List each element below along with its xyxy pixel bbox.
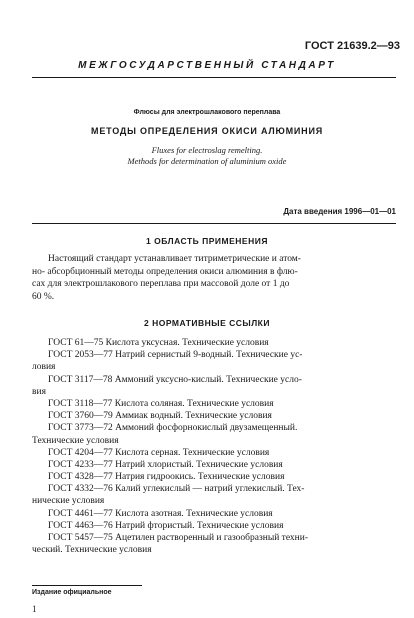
- page-number: 1: [32, 604, 37, 614]
- reference-item: ГОСТ 3760—79 Аммиак водный. Технические условия: [48, 411, 272, 422]
- reference-item: ГОСТ 4233—77 Натрий хлористый. Технические условия: [48, 459, 283, 470]
- date-rule: [32, 223, 396, 224]
- paragraph-line: Настоящий стандарт устанавливает титриметрические и атом-: [48, 254, 301, 264]
- reference-continuation: вия: [32, 386, 46, 397]
- paragraph-line: но- абсорбционный методы определения окиси алюминия в флю-: [32, 266, 298, 277]
- introduction-date: Дата введения 1996—01—01: [283, 207, 396, 216]
- reference-continuation: ческий. Технические условия: [32, 545, 152, 556]
- reference-item: ГОСТ 4204—77 Кислота серная. Технические условия: [48, 447, 270, 458]
- normative-references-list: [32, 337, 398, 556]
- section-2-heading: 2 НОРМАТИВНЫЕ ССЫЛКИ: [144, 318, 270, 328]
- paragraph-line: 60 %.: [32, 291, 55, 302]
- reference-item: ГОСТ 4461—77 Кислота азотная. Технические условия: [48, 508, 273, 519]
- reference-item: ГОСТ 4463—76 Натрий фтористый. Технические условия: [48, 520, 284, 531]
- document-subtitle: Флюсы для электрошлакового переплава: [133, 109, 281, 116]
- section-1-heading: 1 ОБЛАСТЬ ПРИМЕНЕНИЯ: [146, 236, 268, 246]
- reference-continuation: Технические условия: [32, 435, 119, 446]
- english-title-line-1: Fluxes for electroslag remelting.: [151, 145, 263, 155]
- edition-note: Издание официальное: [32, 589, 112, 596]
- footnote-rule: [32, 585, 142, 586]
- reference-item: ГОСТ 3117—78 Аммоний уксусно-кислый. Технические усло-: [48, 374, 302, 385]
- gost-code: ГОСТ 21639.2—93: [304, 40, 400, 52]
- section-1-paragraph: [32, 253, 398, 303]
- reference-item: ГОСТ 3773—72 Аммоний фосфорнокислый двузамещенный.: [48, 423, 298, 434]
- english-title-line-2: Methods for determination of aluminium oxide: [127, 156, 287, 166]
- reference-continuation: нические условия: [32, 496, 105, 507]
- document-title: МЕТОДЫ ОПРЕДЕЛЕНИЯ ОКИСИ АЛЮМИНИЯ: [91, 126, 323, 136]
- reference-item: ГОСТ 2053—77 Натрий сернистый 9-водный. Технические ус-: [48, 350, 303, 361]
- reference-item: ГОСТ 3118—77 Кислота соляная. Технические условия: [48, 398, 274, 409]
- reference-item: ГОСТ 4332—76 Калий углекислый — натрий углекислый. Тех-: [48, 484, 305, 495]
- reference-item: ГОСТ 4328—77 Натрия гидроокись. Технические условия: [48, 472, 285, 483]
- standard-banner: МЕЖГОСУДАРСТВЕННЫЙ СТАНДАРТ: [78, 60, 336, 71]
- reference-continuation: ловия: [32, 362, 56, 373]
- header-rule: [32, 77, 396, 78]
- paragraph-line: сах для электрошлакового переплава при массовой доле от 1 до: [32, 279, 290, 289]
- reference-item: ГОСТ 61—75 Кислота уксусная. Технические условия: [48, 338, 269, 348]
- reference-item: ГОСТ 5457—75 Ацетилен растворенный и газообразный техни-: [48, 533, 308, 543]
